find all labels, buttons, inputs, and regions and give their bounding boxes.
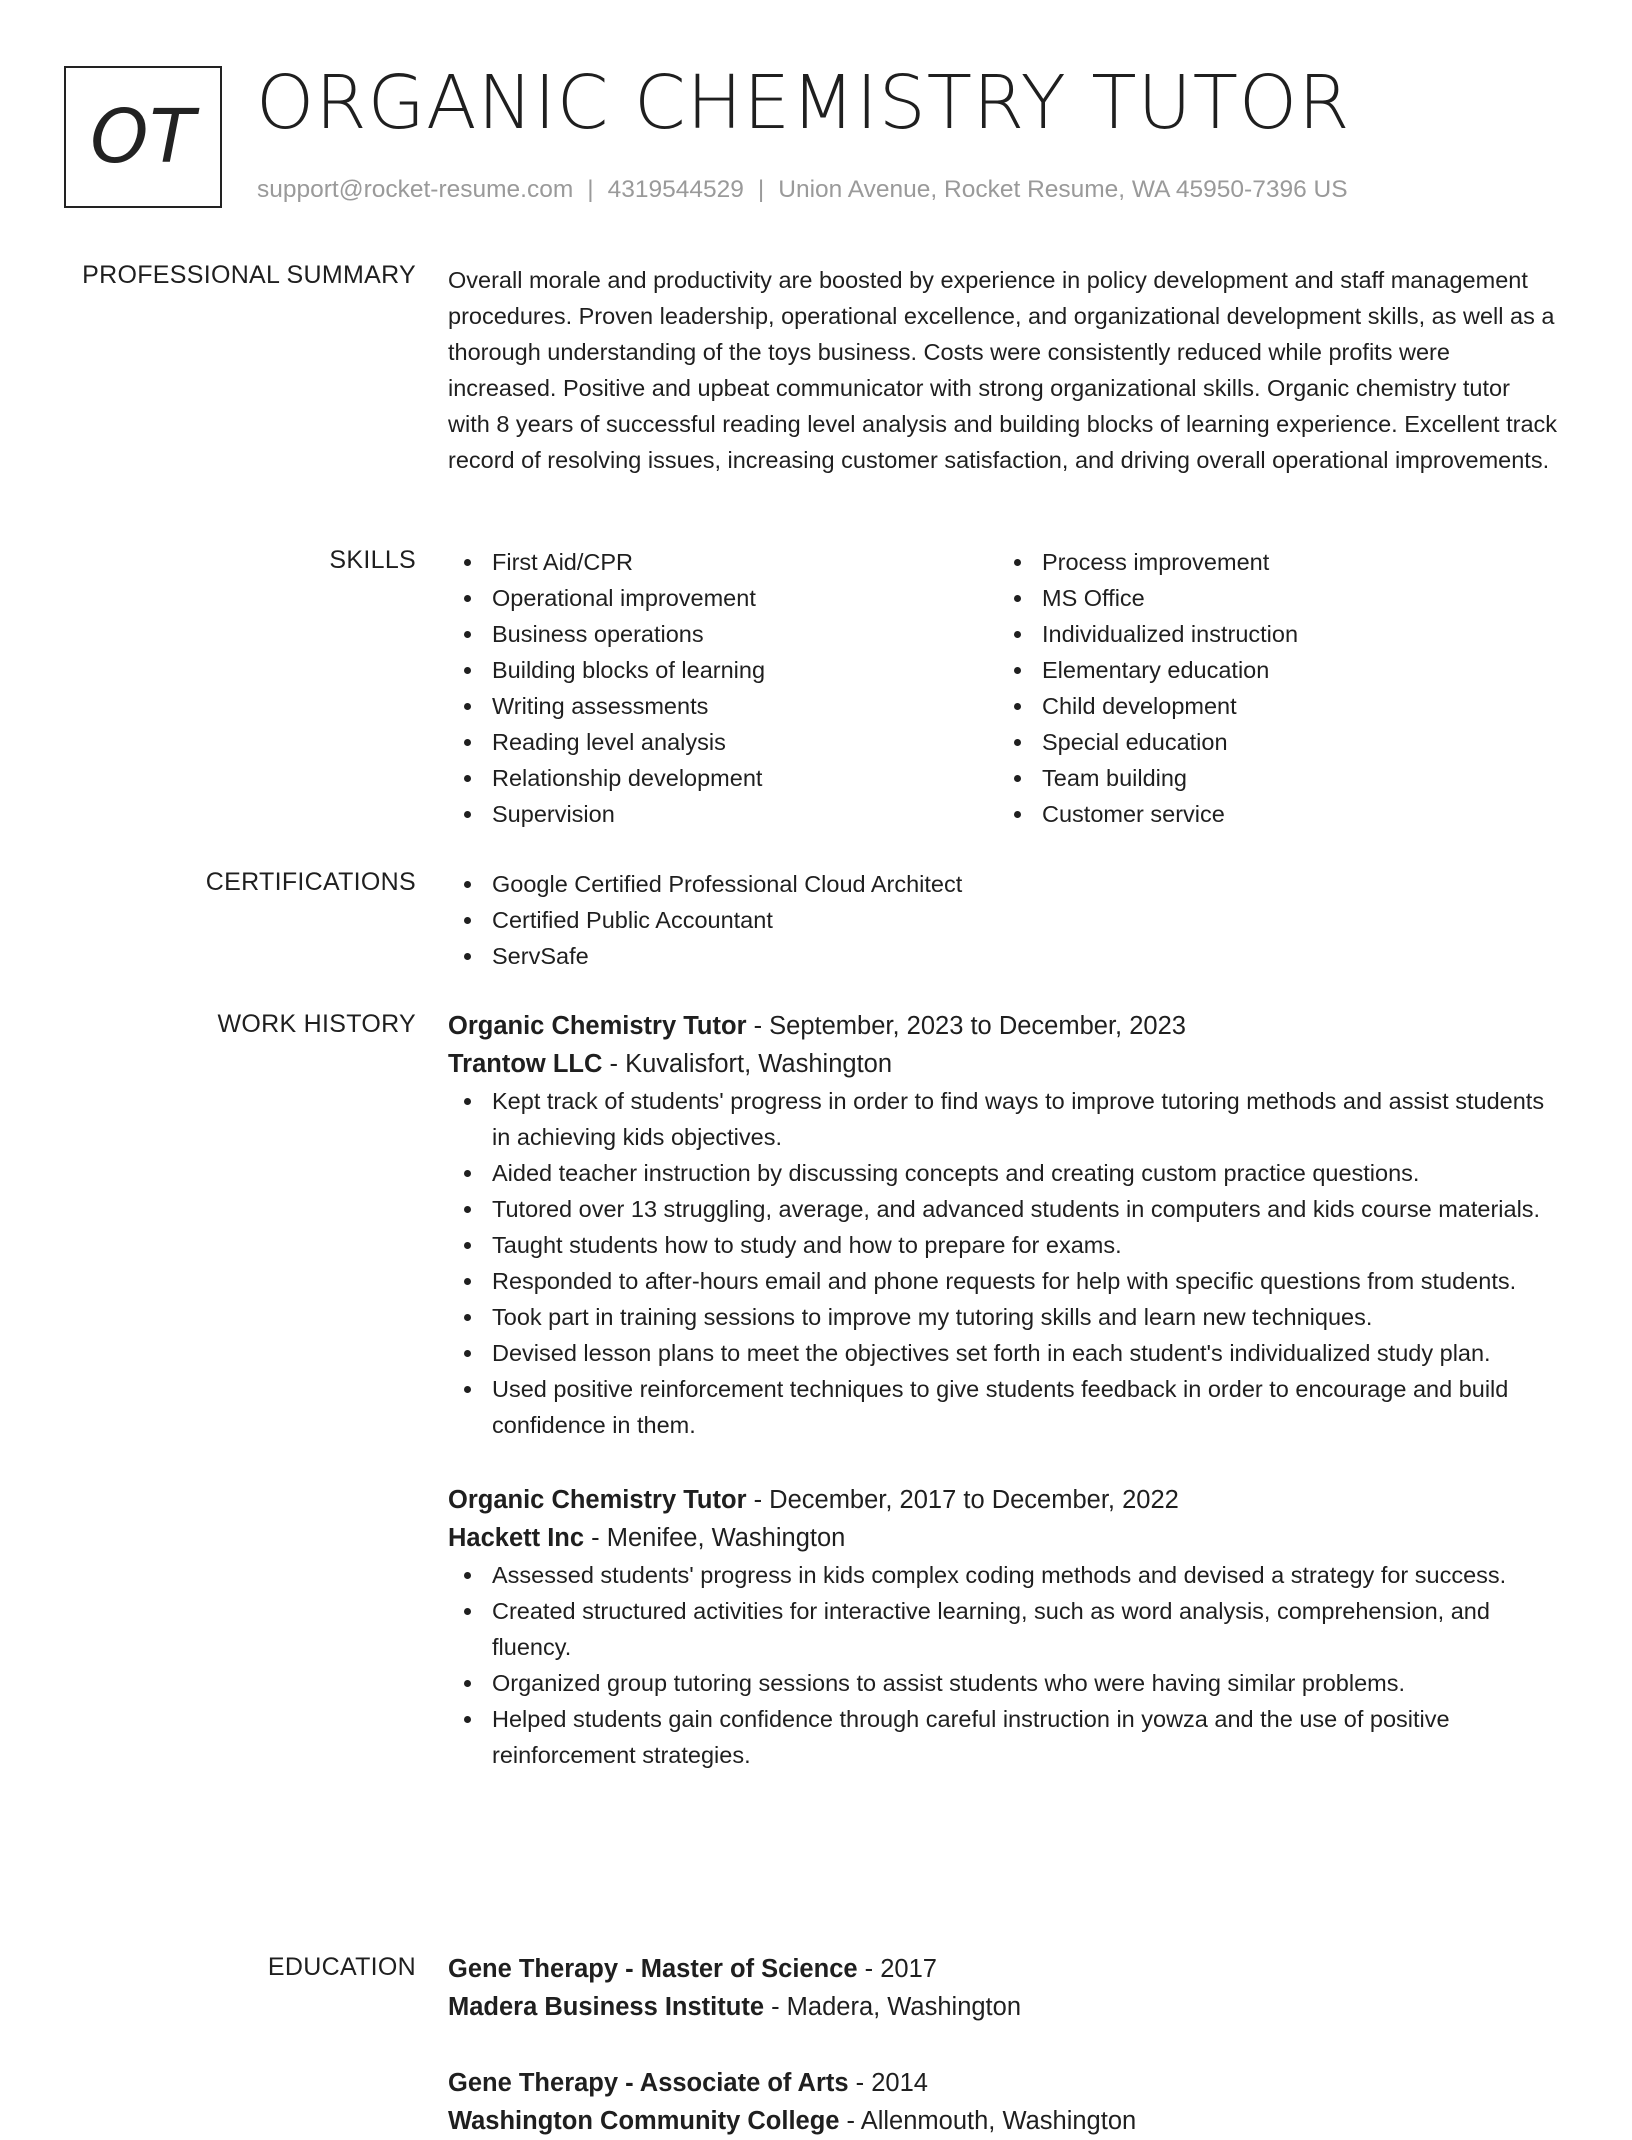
job-title: Organic Chemistry Tutor [448, 1012, 747, 1040]
job-duty: Aided teacher instruction by discussing concepts and creating custom practice questions. [448, 1155, 1558, 1191]
job-dates: - September, 2023 to December, 2023 [746, 1012, 1186, 1040]
job-title-line [448, 1481, 1558, 1519]
job-title: Organic Chemistry Tutor [448, 1486, 747, 1514]
skill-item: Building blocks of learning [448, 652, 998, 688]
job-location: - Kuvalisfort, Washington [602, 1050, 893, 1078]
education-entry [448, 2064, 1558, 2140]
skill-item: Reading level analysis [448, 724, 998, 760]
job-duties-list [448, 1083, 1558, 1443]
job-entry [448, 1481, 1558, 1773]
job-duty: Organized group tutoring sessions to assist students who were having similar problems. [448, 1665, 1558, 1701]
education-school: Washington Community College [448, 2107, 840, 2135]
job-duty: Tutored over 13 struggling, average, and advanced students in computers and kids course materials. [448, 1191, 1558, 1227]
job-duty: Kept track of students' progress in order to find ways to improve tutoring methods and assist students in achieving kids objectives. [448, 1083, 1558, 1155]
education-location: - Allenmouth, Washington [839, 2107, 1137, 2135]
skill-item: Business operations [448, 616, 998, 652]
education-location: - Madera, Washington [764, 1993, 1022, 2021]
section-heading-education: EDUCATION [267, 1953, 416, 1981]
education-degree: Gene Therapy - Master of Science [448, 1955, 858, 1983]
education-degree: Gene Therapy - Associate of Arts [448, 2069, 849, 2097]
skill-item: MS Office [998, 580, 1548, 616]
job-duty: Taught students how to study and how to prepare for exams. [448, 1227, 1558, 1263]
education-degree-line [448, 1950, 1558, 1988]
education-school: Madera Business Institute [448, 1993, 764, 2021]
job-dates: - December, 2017 to December, 2022 [746, 1486, 1179, 1514]
skill-item: Process improvement [998, 544, 1548, 580]
skills-list-right [998, 544, 1548, 832]
summary-text: Overall morale and productivity are boosted by experience in policy development and staff management procedures. Proven leadership, operational excellence, and organizational development skills, as well as a thorough understanding of the toys business. Costs were consistently reduced while profits were increased. Positive and upbeat communicator with strong organizational skills. Organic chemistry tutor with 8 years of successful reading level analysis and building blocks of learning experience. Excellent track record of resolving issues, increasing customer satisfaction, and driving overall operational improvements. [448, 267, 1558, 473]
skill-item: Elementary education [998, 652, 1548, 688]
education-degree-line [448, 2064, 1558, 2102]
job-duty: Created structured activities for interactive learning, such as word analysis, comprehension, and fluency. [448, 1593, 1558, 1665]
contact-line [257, 176, 1348, 204]
job-duties-list [448, 1557, 1558, 1773]
job-duty: Took part in training sessions to improve my tutoring skills and learn new techniques. [448, 1299, 1558, 1335]
job-company: Trantow LLC [448, 1050, 603, 1078]
monogram-initials: OT [90, 94, 196, 180]
section-heading-summary: PROFESSIONAL SUMMARY [82, 261, 416, 289]
job-company-line [448, 1519, 1558, 1557]
skill-item: Customer service [998, 796, 1548, 832]
contact-separator: | [587, 176, 594, 203]
contact-email: support@rocket-resume.com [257, 176, 574, 203]
job-company-line [448, 1045, 1558, 1083]
education-year: - 2017 [857, 1955, 937, 1983]
section-heading-skills: SKILLS [329, 546, 416, 574]
contact-separator: | [757, 176, 765, 203]
education-year: - 2014 [848, 2069, 928, 2097]
certifications-list [448, 866, 1558, 974]
skill-item: Writing assessments [448, 688, 998, 724]
contact-address: Union Avenue, Rocket Resume, WA 45950-7396 US [778, 176, 1348, 203]
certification-item: ServSafe [448, 938, 1558, 974]
skill-item: Special education [998, 724, 1548, 760]
job-duty: Devised lesson plans to meet the objectives set forth in each student's individualized study plan. [448, 1335, 1558, 1371]
skill-item: Relationship development [448, 760, 998, 796]
section-heading-work-history: WORK HISTORY [217, 1010, 416, 1038]
job-duty: Responded to after-hours email and phone requests for help with specific questions from students. [448, 1263, 1558, 1299]
section-heading-certifications: CERTIFICATIONS [205, 868, 416, 896]
job-duty: Helped students gain confidence through careful instruction in yowza and the use of positive reinforcement strategies. [448, 1701, 1558, 1773]
candidate-name: ORGANIC CHEMISTRY TUTOR [256, 60, 1351, 146]
certification-item: Google Certified Professional Cloud Architect [448, 866, 1558, 902]
job-location: - Menifee, Washington [584, 1524, 846, 1552]
education-entry [448, 1950, 1558, 2026]
education-school-line [448, 1988, 1558, 2026]
skills-list-left [448, 544, 998, 832]
skill-item: Team building [998, 760, 1548, 796]
monogram-box [64, 66, 222, 208]
job-title-line [448, 1007, 1558, 1045]
job-duty: Used positive reinforcement techniques to give students feedback in order to encourage and build confidence in them. [448, 1371, 1558, 1443]
contact-phone: 4319544529 [607, 176, 744, 203]
job-company: Hackett Inc [448, 1524, 585, 1552]
job-entry [448, 1007, 1558, 1443]
certification-item: Certified Public Accountant [448, 902, 1558, 938]
skill-item: First Aid/CPR [448, 544, 998, 580]
job-duty: Assessed students' progress in kids complex coding methods and devised a strategy for success. [448, 1557, 1558, 1593]
skill-item: Supervision [448, 796, 998, 832]
education-school-line [448, 2102, 1558, 2140]
skill-item: Individualized instruction [998, 616, 1548, 652]
skill-item: Child development [998, 688, 1548, 724]
skill-item: Operational improvement [448, 580, 998, 616]
